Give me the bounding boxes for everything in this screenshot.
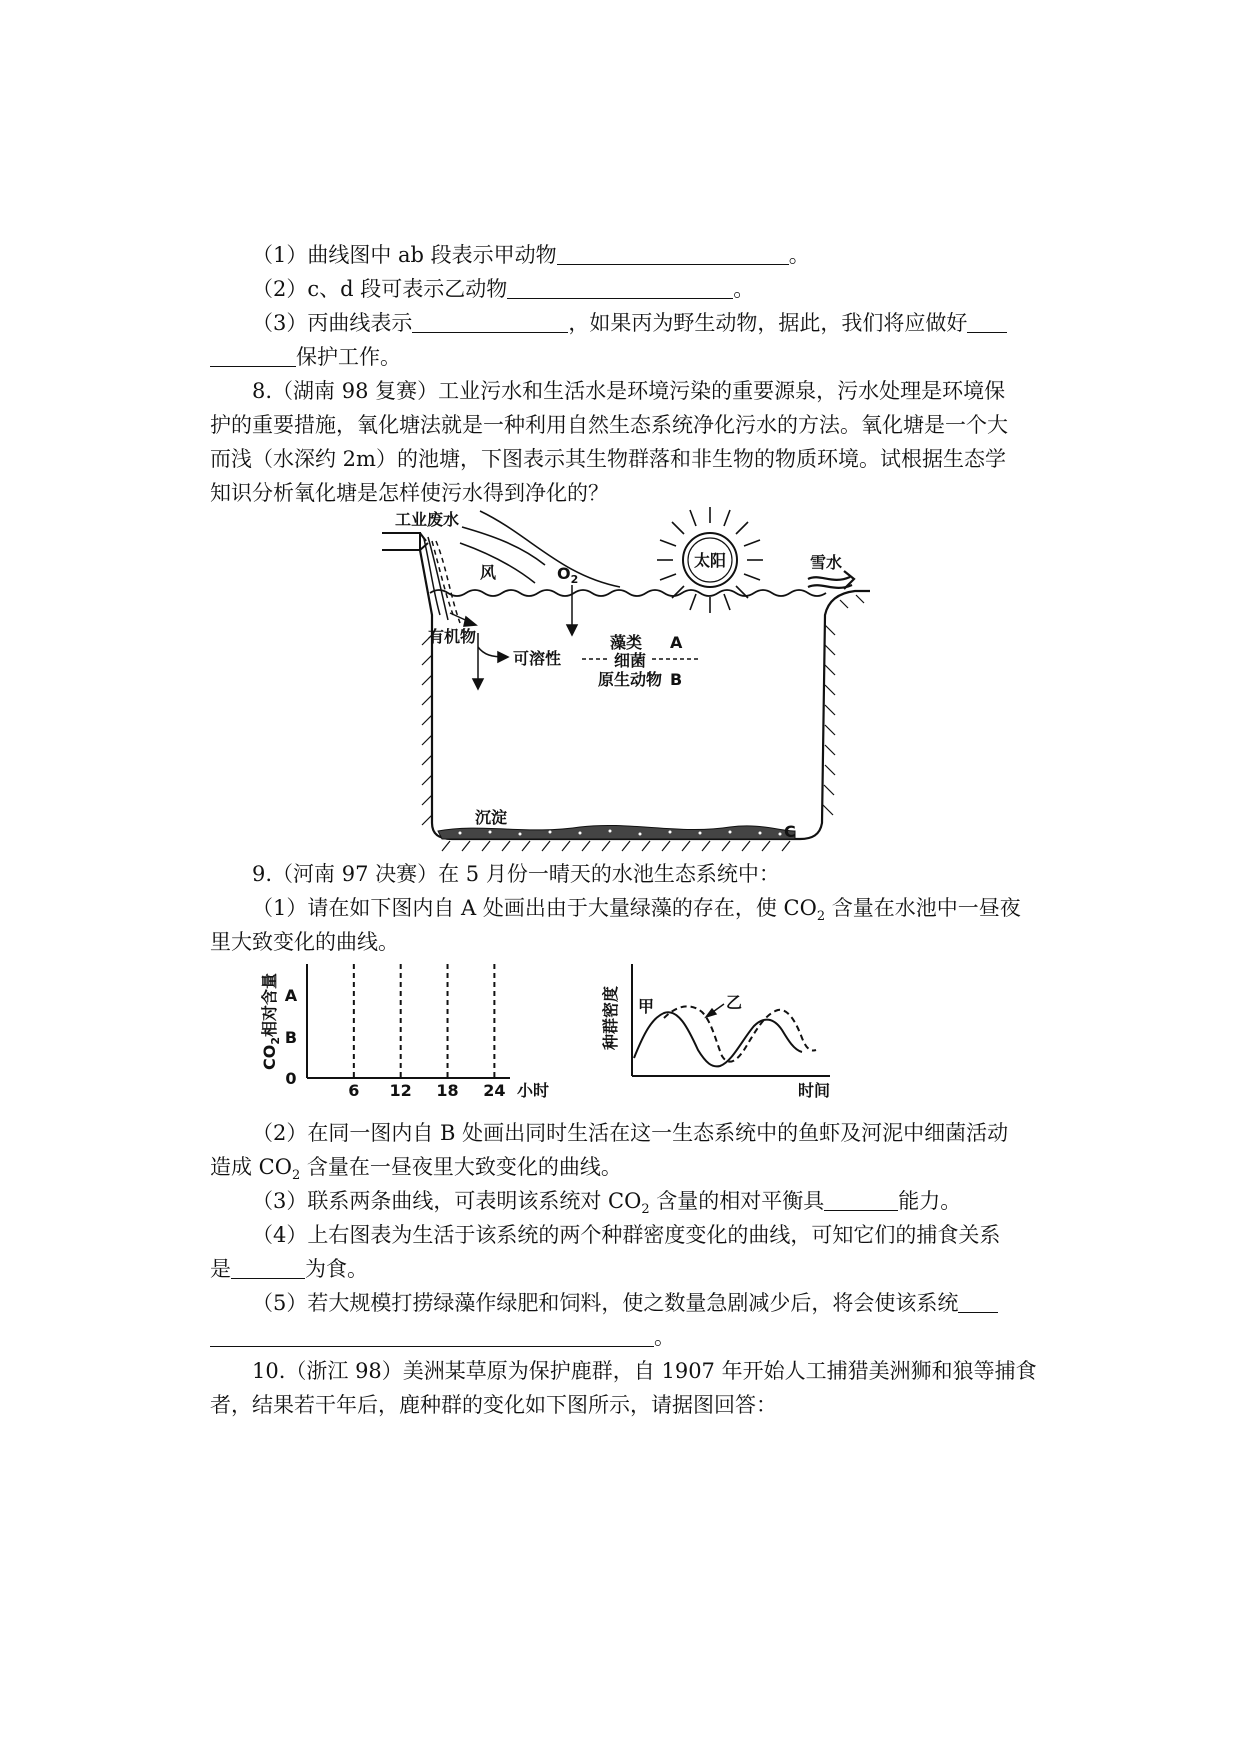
x-tick-24: 24 [483,1081,506,1100]
snowmelt-arrow [808,571,854,589]
population-density-chart [598,958,848,1098]
right-wall-hatch [823,595,864,815]
q9-item-1-cont: 里大致变化的曲线。 [210,930,399,954]
answer-blank[interactable] [210,1324,654,1347]
q8-line-3: 而浅（水深约 2m）的池塘，下图表示其生物群落和非生物的物质环境。试根据生态学 [210,447,1006,471]
series-yi-label: 乙 [726,993,743,1012]
x-tick-18: 18 [436,1081,459,1100]
subscript-2: 2 [641,1202,650,1218]
q7-item-3-end: 保护工作。 [296,345,401,369]
q8-line-2: 护的重要措施，氧化塘法就是一种利用自然生态系统净化污水的方法。氧化塘是一个大 [210,413,1008,437]
q9-item-1-text-b: 含量在水池中一昼夜 [825,896,1021,920]
oxidation-pond-diagram [380,505,870,855]
answer-blank[interactable] [507,276,733,299]
wind-label: 风 [480,563,497,582]
answer-blank[interactable] [824,1188,898,1211]
q10-line-1: 10.（浙江 98）美洲某草原为保护鹿群，自 1907 年开始人工捕猎美洲狮和狼等捕食 [252,1359,1037,1383]
label-a: A [670,633,683,652]
answer-blank[interactable] [210,344,296,367]
wastewater-label: 工业废水 [395,510,460,529]
q9-item-5 [210,1286,1040,1320]
q9-item-5-text: （5）若大规模打捞绿藻作绿肥和饲料，使之数量急剧减少后，将会使该系统 [252,1291,959,1315]
bottom-hatch [442,841,790,851]
q9-item-3-text-a: （3）联系两条曲线，可表明该系统对 CO [252,1189,642,1213]
q9-item-5-end: 。 [654,1325,675,1349]
origin-label: 0 [285,1069,297,1088]
q8-line-1: 8.（湖南 98 复赛）工业污水和生活水是环境污染的重要源泉，污水处理是环境保 [252,379,1006,403]
label-b: B [670,670,683,689]
left-wall-hatch [422,635,432,825]
oxygen-label: $O_2$ [557,564,579,586]
q9-item-5-cont [210,1320,1040,1354]
answer-blank[interactable] [967,310,1007,333]
q9-item-2-text-b: 含量在一昼夜里大致变化的曲线。 [300,1155,622,1179]
series-jia-label: 甲 [638,997,655,1016]
q9-item-3-text-b: 含量的相对平衡具 [649,1189,825,1213]
q7-item-3 [210,306,1040,340]
wastewater-flow [424,537,460,623]
q9-item-4-text-b: 为食。 [305,1257,368,1281]
q9-line-1: 9.（河南 97 决赛）在 5 月份一晴天的水池生态系统中： [252,862,780,886]
series-yi-pointer [706,1004,724,1017]
q7-item-3-text: （3）丙曲线表示 [252,311,413,335]
answer-blank[interactable] [958,1290,998,1313]
q7-item-2-end: 。 [733,277,755,301]
series-yi-curve [664,1006,816,1061]
co2-chart [255,958,550,1100]
q9-item-3-text-c: 能力。 [898,1189,962,1213]
subscript-2: 2 [816,909,826,925]
y-axis-label: 种群密度 [601,985,620,1050]
snowmelt-label: 雪水 [810,553,843,572]
water-surface [430,590,826,596]
q9-item-4: （4）上右图表为生活于该系统的两个种群密度变化的曲线，可知它们的捕食关系 [252,1223,1001,1247]
soluble-label: 可溶性 [513,649,562,668]
q9-item-4-cont [210,1252,1040,1286]
time-gridlines [354,964,495,1078]
q7-item-3-cont [210,340,1040,374]
x-tick-labels [348,1081,505,1100]
sun-label: 太阳 [693,551,727,570]
subscript-2: 2 [291,1168,301,1184]
answer-blank[interactable] [412,310,568,333]
x-axis-label: 时间 [798,1081,831,1100]
algae-label: 藻类 [610,633,643,652]
x-tick-12: 12 [389,1081,412,1100]
q7-item-1-end: 。 [788,243,810,267]
q7-item-2-text: （2）c、d 段可表示乙动物 [252,277,508,301]
sediment-label: 沉淀 [475,808,508,827]
protozoa-label: 原生动物 [598,670,663,689]
q10-line-2: 者，结果若干年后，鹿种群的变化如下图所示，请据图回答： [210,1393,777,1417]
q9-item-4-text-a: 是 [210,1257,231,1281]
x-tick-6: 6 [348,1081,360,1100]
y-mark-a: A [284,986,298,1005]
answer-blank[interactable] [231,1256,305,1279]
wastewater-pipe [382,533,428,550]
y-axis-label: $CO_2$相对含量 [260,972,282,1070]
q7-item-2 [210,272,1040,306]
label-c: C [784,822,796,841]
q7-item-1 [210,238,1040,272]
series-jia-curve [634,1012,802,1066]
sediment-layer [438,825,795,839]
q7-item-1-text: （1）曲线图中 ab 段表示甲动物 [252,243,557,267]
q9-item-1-text-a: （1）请在如下图内自 A 处画出由于大量绿藻的存在，使 CO [252,896,817,920]
answer-blank[interactable] [557,242,789,265]
x-axis-label: 小时 [517,1081,550,1100]
q9-item-2: （2）在同一图内自 B 处画出同时生活在这一生态系统中的鱼虾及河泥中细菌活动 [252,1121,1009,1145]
q8-line-4: 知识分析氧化塘是怎样使污水得到净化的？ [210,481,609,505]
organic-arrows [450,613,508,689]
q7-item-3-mid: ，如果丙为野生动物，据此，我们将应做好 [568,311,968,335]
organic-label: 有机物 [428,627,477,646]
y-mark-b: B [284,1028,298,1047]
q9-item-2-text-a: 造成 CO [210,1155,292,1179]
bacteria-label: 细菌 [614,651,647,670]
